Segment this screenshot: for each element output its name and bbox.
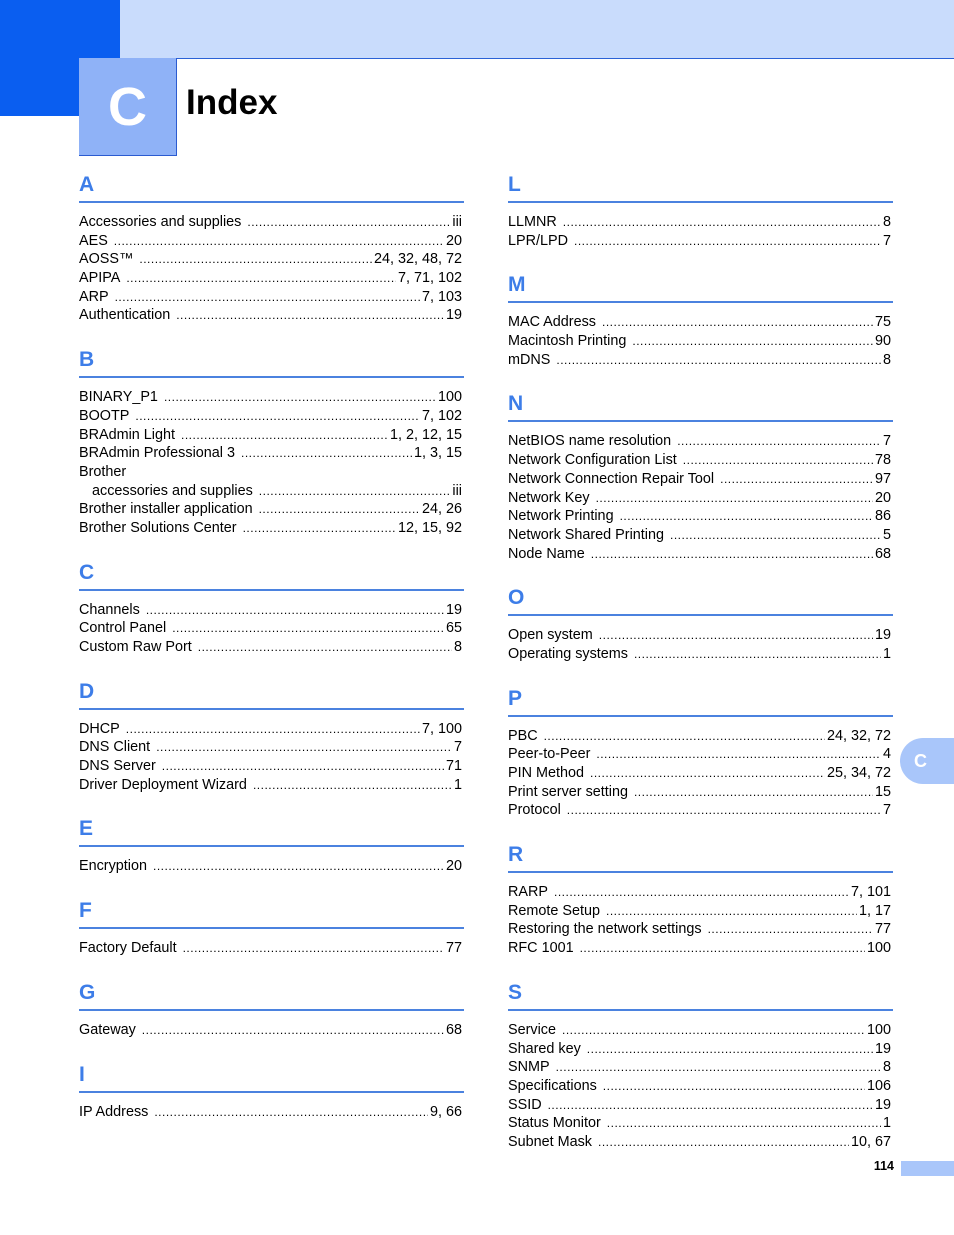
- index-term: Gateway: [79, 1021, 136, 1038]
- page-number-bar: [901, 1161, 954, 1176]
- index-entry: [508, 489, 891, 508]
- index-term: Status Monitor: [508, 1115, 601, 1132]
- index-entry: [508, 1021, 891, 1040]
- index-entry: [79, 426, 462, 445]
- index-entry: [508, 626, 891, 645]
- index-column-right: [508, 168, 893, 1170]
- index-term: Channels: [79, 601, 140, 618]
- index-term: Control Panel: [79, 620, 167, 637]
- index-entry: [508, 432, 891, 451]
- index-term: RFC 1001: [508, 940, 574, 957]
- index-term: mDNS: [508, 351, 551, 368]
- index-entry: [79, 213, 462, 232]
- index-entry: [508, 1114, 891, 1133]
- index-term: Network Configuration List: [508, 452, 677, 469]
- section-letter-heading: S: [508, 976, 893, 1011]
- index-section: [79, 556, 464, 657]
- index-term: Network Printing: [508, 508, 614, 525]
- index-term: Macintosh Printing: [508, 333, 627, 350]
- section-letter-heading: C: [79, 556, 464, 591]
- page-references: 1, 2, 12, 15: [389, 426, 462, 443]
- index-entry: [79, 500, 462, 519]
- dot-leader: [156, 738, 452, 757]
- index-entry: [79, 1103, 462, 1122]
- index-entry: [508, 351, 891, 370]
- page-references: 7, 101: [850, 884, 891, 901]
- dot-leader: [176, 306, 444, 325]
- page-references: 8: [882, 214, 891, 230]
- dot-leader: [183, 939, 444, 958]
- page-references: 19: [445, 601, 462, 618]
- index-entry: [79, 444, 462, 463]
- dot-leader: [154, 1103, 428, 1122]
- page-references: 7, 103: [421, 288, 462, 305]
- index-entry: [508, 801, 891, 820]
- dot-leader: [563, 213, 881, 232]
- index-entry: [508, 470, 891, 489]
- dot-leader: [126, 269, 396, 288]
- index-term: Service: [508, 1021, 556, 1038]
- section-letter-heading: M: [508, 268, 893, 303]
- page-references: 100: [866, 940, 891, 957]
- dot-leader: [126, 720, 420, 739]
- page-references: 7: [882, 232, 891, 249]
- index-entry: [508, 1077, 891, 1096]
- page-references: 19: [445, 307, 462, 324]
- chapter-side-tab: C: [900, 738, 954, 784]
- index-entry: [79, 738, 462, 757]
- dot-leader: [574, 232, 881, 251]
- index-entry: [508, 745, 891, 764]
- index-entry-list: [508, 727, 891, 820]
- index-entry-list: [79, 939, 462, 958]
- section-letter-heading: A: [79, 168, 464, 203]
- index-section: [79, 168, 464, 325]
- dot-leader: [243, 519, 396, 538]
- dot-leader: [677, 432, 881, 451]
- page-references: 15: [874, 783, 891, 800]
- page-references: 100: [866, 1021, 891, 1038]
- page-references: 86: [874, 508, 891, 525]
- page-references: 9, 66: [429, 1103, 462, 1120]
- page-title: Index: [186, 83, 278, 122]
- page-references: 7: [453, 739, 462, 756]
- dot-leader: [683, 451, 873, 470]
- page-references: 10, 67: [850, 1133, 891, 1150]
- index-entry: [79, 601, 462, 620]
- index-term: PBC: [508, 727, 538, 744]
- page-references: 25, 34, 72: [826, 765, 891, 781]
- index-entry: [508, 902, 891, 921]
- dot-leader: [603, 1077, 865, 1096]
- index-entry: [79, 306, 462, 325]
- index-term: RARP: [508, 884, 548, 901]
- page-references: iii: [452, 482, 462, 499]
- index-term: IP Address: [79, 1103, 149, 1120]
- dot-leader: [634, 783, 873, 802]
- index-entry: [79, 638, 462, 657]
- index-term: BRAdmin Professional 3: [79, 445, 235, 462]
- section-letter-heading: G: [79, 976, 464, 1011]
- section-letter-heading: P: [508, 682, 893, 717]
- dot-leader: [142, 1021, 444, 1040]
- page-number: 114: [873, 1159, 894, 1173]
- index-entry: [79, 720, 462, 739]
- index-entry: [508, 783, 891, 802]
- index-section: [508, 387, 893, 563]
- index-term: Protocol: [508, 802, 561, 819]
- dot-leader: [259, 482, 451, 501]
- dot-leader: [544, 727, 825, 746]
- page-references: 4: [882, 746, 891, 763]
- index-entry: [508, 1133, 891, 1152]
- section-letter-heading: N: [508, 387, 893, 422]
- dot-leader: [181, 426, 388, 445]
- chapter-letter-box: C: [79, 58, 177, 156]
- index-term: Authentication: [79, 307, 171, 324]
- dot-leader: [162, 757, 444, 776]
- index-entry: [508, 213, 891, 232]
- section-letter-heading: E: [79, 812, 464, 847]
- index-entry: [508, 232, 891, 251]
- dot-leader: [607, 1114, 881, 1133]
- index-term: Open system: [508, 627, 593, 644]
- index-entry: [508, 645, 891, 664]
- page-references: 65: [445, 620, 462, 637]
- dot-leader: [590, 764, 825, 783]
- index-term: DNS Client: [79, 739, 151, 756]
- index-term: Accessories and supplies: [79, 214, 242, 230]
- index-entry-list: [79, 1103, 462, 1122]
- index-term: AES: [79, 232, 108, 249]
- section-letter-heading: D: [79, 675, 464, 710]
- index-term: Brother Solutions Center: [79, 519, 237, 536]
- index-section: [508, 268, 893, 369]
- section-letter-heading: O: [508, 581, 893, 616]
- index-term: Peer-to-Peer: [508, 746, 591, 763]
- dot-leader: [567, 801, 881, 820]
- index-entry-list: [79, 857, 462, 876]
- index-entry: [508, 883, 891, 902]
- index-section: [508, 682, 893, 820]
- page-references: 20: [445, 232, 462, 249]
- page-references: 5: [882, 526, 891, 543]
- index-entry: [79, 463, 462, 482]
- index-term: Brother: [79, 463, 127, 480]
- index-term: Network Shared Printing: [508, 526, 664, 543]
- page-references: 8: [882, 1059, 891, 1076]
- page-references: 7, 100: [421, 720, 462, 737]
- page-references: 78: [874, 452, 891, 469]
- index-entry: [79, 757, 462, 776]
- dot-leader: [556, 1058, 881, 1077]
- dot-leader: [241, 444, 412, 463]
- index-term: BRAdmin Light: [79, 426, 175, 443]
- page-references: 7, 71, 102: [397, 270, 462, 287]
- index-entry-list: [79, 720, 462, 795]
- dot-leader: [632, 332, 873, 351]
- index-term: DNS Server: [79, 758, 156, 775]
- page-references: 75: [874, 314, 891, 331]
- index-entry: [508, 764, 891, 783]
- index-entry: [508, 526, 891, 545]
- page-references: 24, 26: [421, 501, 462, 518]
- index-entry-list: [508, 432, 891, 563]
- index-term: Network Key: [508, 489, 590, 506]
- section-letter-heading: L: [508, 168, 893, 203]
- section-letter-heading: I: [79, 1058, 464, 1093]
- index-entry: [79, 1021, 462, 1040]
- index-term: Brother installer application: [79, 501, 253, 518]
- index-section: [79, 812, 464, 876]
- index-entry: [79, 288, 462, 307]
- index-entry-list: [79, 601, 462, 657]
- index-term: NetBIOS name resolution: [508, 433, 672, 450]
- section-letter-heading: F: [79, 894, 464, 929]
- index-term: BINARY_P1: [79, 389, 158, 406]
- page-references: 8: [882, 351, 891, 368]
- index-entry-list: [508, 213, 891, 250]
- index-entry: [508, 920, 891, 939]
- dot-leader: [548, 1096, 873, 1115]
- page-references: 7: [882, 802, 891, 819]
- index-entry: [508, 727, 891, 746]
- index-entry: [79, 519, 462, 538]
- dot-leader: [599, 626, 873, 645]
- index-section: [79, 675, 464, 795]
- index-entry: [79, 232, 462, 251]
- page-references: 24, 32, 48, 72: [373, 251, 462, 268]
- index-entry-list: [508, 626, 891, 663]
- index-entry: [508, 1096, 891, 1115]
- dot-leader: [253, 776, 452, 795]
- index-entry: [79, 388, 462, 407]
- dot-leader: [580, 939, 865, 958]
- index-entry-list: [508, 1021, 891, 1152]
- dot-leader: [720, 470, 873, 489]
- page-references: 19: [874, 627, 891, 644]
- index-entry: [79, 619, 462, 638]
- dot-leader: [146, 601, 444, 620]
- index-section: [508, 838, 893, 958]
- index-term: BOOTP: [79, 407, 130, 424]
- index-term: SNMP: [508, 1059, 550, 1076]
- page-references: 97: [874, 470, 891, 487]
- page-references: 106: [866, 1077, 891, 1094]
- index-term: accessories and supplies: [92, 482, 253, 499]
- index-term: SSID: [508, 1096, 542, 1113]
- page-references: 24, 32, 72: [826, 727, 891, 744]
- page-references: 20: [445, 858, 462, 875]
- index-term: Shared key: [508, 1040, 581, 1057]
- dot-leader: [135, 407, 420, 426]
- index-term: Print server setting: [508, 783, 628, 800]
- dot-leader: [606, 902, 857, 921]
- dot-leader: [670, 526, 881, 545]
- dot-leader: [247, 213, 450, 232]
- index-term: Node Name: [508, 545, 585, 562]
- page-references: 90: [874, 333, 891, 350]
- index-term: PIN Method: [508, 765, 584, 781]
- index-entry: [79, 269, 462, 288]
- index-term: LPR/LPD: [508, 232, 568, 249]
- page-references: iii: [452, 214, 462, 230]
- dot-leader: [164, 388, 436, 407]
- page-references: 77: [874, 921, 891, 938]
- dot-leader: [198, 638, 452, 657]
- page-references: 1, 17: [858, 902, 891, 919]
- page-references: 1: [882, 645, 891, 662]
- index-entry: [79, 776, 462, 795]
- page-references: 68: [874, 545, 891, 562]
- index-term: Restoring the network settings: [508, 921, 702, 938]
- dot-leader: [708, 920, 873, 939]
- page-references: 1, 3, 15: [413, 445, 462, 462]
- index-term: Operating systems: [508, 645, 628, 662]
- index-term: Network Connection Repair Tool: [508, 470, 715, 487]
- index-term: Custom Raw Port: [79, 639, 192, 655]
- index-entry: [508, 451, 891, 470]
- index-entry: [79, 250, 462, 269]
- dot-leader: [596, 489, 873, 508]
- index-entry: [79, 482, 462, 501]
- dot-leader: [598, 1133, 849, 1152]
- page-references: 12, 15, 92: [397, 519, 462, 536]
- index-entry: [508, 507, 891, 526]
- index-term: ARP: [79, 288, 109, 305]
- index-term: AOSS™: [79, 251, 134, 268]
- index-term: Subnet Mask: [508, 1133, 592, 1150]
- dot-leader: [114, 232, 444, 251]
- page-references: 7, 102: [421, 407, 462, 424]
- index-entry: [508, 1058, 891, 1077]
- page-references: 1: [453, 776, 462, 793]
- index-term: LLMNR: [508, 214, 557, 230]
- dot-leader: [602, 313, 873, 332]
- index-entry: [508, 1040, 891, 1059]
- index-section: [79, 976, 464, 1040]
- index-entry: [508, 313, 891, 332]
- dot-leader: [259, 500, 420, 519]
- section-letter-heading: R: [508, 838, 893, 873]
- page-references: 8: [453, 639, 462, 655]
- index-entry-list: [508, 883, 891, 958]
- dot-leader: [587, 1040, 873, 1059]
- index-section: [508, 168, 893, 250]
- index-term: Factory Default: [79, 940, 177, 957]
- dot-leader: [596, 745, 881, 764]
- index-term: MAC Address: [508, 314, 596, 331]
- page-references: 7: [882, 433, 891, 450]
- index-term: Driver Deployment Wizard: [79, 776, 247, 793]
- dot-leader: [620, 507, 873, 526]
- index-term: DHCP: [79, 720, 120, 737]
- index-column-left: [79, 168, 464, 1139]
- index-section: [508, 976, 893, 1152]
- index-entry: [79, 407, 462, 426]
- header-band: [120, 0, 954, 59]
- index-term: APIPA: [79, 270, 121, 287]
- dot-leader: [139, 250, 372, 269]
- page-references: 20: [874, 489, 891, 506]
- index-section: [79, 1058, 464, 1122]
- page-references: 71: [445, 758, 462, 775]
- index-entry: [508, 545, 891, 564]
- index-entry: [508, 332, 891, 351]
- dot-leader: [562, 1021, 865, 1040]
- dot-leader: [554, 883, 849, 902]
- section-letter-heading: B: [79, 343, 464, 378]
- dot-leader: [556, 351, 881, 370]
- dot-leader: [172, 619, 444, 638]
- page-references: 19: [874, 1040, 891, 1057]
- index-section: [508, 581, 893, 663]
- index-entry-list: [79, 213, 462, 325]
- index-entry: [508, 939, 891, 958]
- dot-leader: [634, 645, 881, 664]
- page-references: 1: [882, 1115, 891, 1132]
- index-section: [79, 343, 464, 538]
- index-term: Encryption: [79, 858, 147, 875]
- dot-leader: [591, 545, 873, 564]
- page-references: 77: [445, 940, 462, 957]
- index-term: Specifications: [508, 1077, 597, 1094]
- index-entry: [79, 939, 462, 958]
- page-references: 100: [437, 389, 462, 406]
- index-entry-list: [508, 313, 891, 369]
- index-entry-list: [79, 388, 462, 538]
- index-section: [79, 894, 464, 958]
- dot-leader: [115, 288, 420, 307]
- index-term: Remote Setup: [508, 902, 600, 919]
- page-references: 19: [874, 1096, 891, 1113]
- index-entry: [79, 857, 462, 876]
- page-references: 68: [445, 1021, 462, 1038]
- index-entry-list: [79, 1021, 462, 1040]
- dot-leader: [153, 857, 444, 876]
